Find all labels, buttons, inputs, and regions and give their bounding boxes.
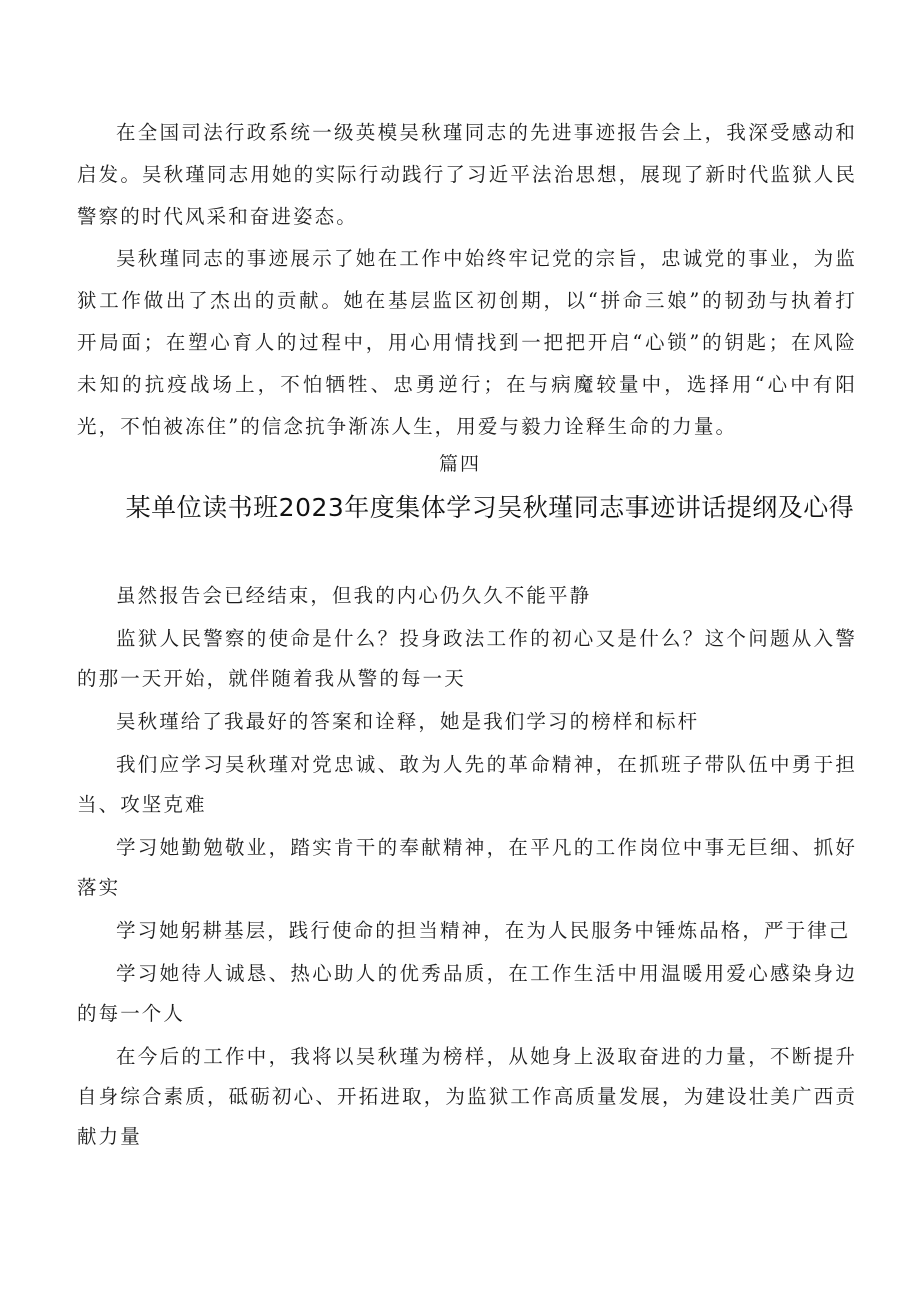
list-item: 我们应学习吴秋瑾对党忠诚、敢为人先的革命精神，在抓班子带队伍中勇于担当、攻坚克难: [77, 753, 857, 816]
list-item: 监狱人民警察的使命是什么？投身政法工作的初心又是什么？这个问题从入警的那一天开始，就伴随着我从警的每一天: [77, 627, 857, 690]
list-item: 学习她躬耕基层，践行使命的担当精神，在为人民服务中锤炼品格，严于律己: [116, 919, 851, 942]
paragraph-intro: 在全国司法行政系统一级英模吴秋瑾同志的先进事迹报告会上，我深受感动和启发。吴秋瑾同志用她的实际行动践行了习近平法治思想，展现了新时代监狱人民警察的时代风采和奋进姿态。: [77, 121, 857, 228]
section-label: 篇四: [438, 453, 481, 475]
document-title: 某单位读书班2023年度集体学习吴秋瑾同志事迹讲话提纲及心得: [125, 493, 855, 522]
list-item: 吴秋瑾给了我最好的答案和诠释，她是我们学习的榜样和标杆: [116, 710, 700, 733]
list-item: 虽然报告会已经结束，但我的内心仍久久不能平静: [116, 584, 592, 607]
list-item: 学习她待人诚恳、热心助人的优秀品质，在工作生活中用温暖用爱心感染身边的每一个人: [77, 962, 857, 1025]
paragraph-deeds: 吴秋瑾同志的事迹展示了她在工作中始终牢记党的宗旨，忠诚党的事业，为监狱工作做出了杰出的贡献。她在基层监区初创期，以“拼命三娘”的韧劲与执着打开局面；在塑心育人的过程中，用心用情找到一把把开启“心锁”的钥匙；在风险未知的抗疫战场上，不怕牺牲、忠勇逆行；在与病魔较量中，选择用“心中有阳光，不怕被冻住”的信念抗争渐冻人生，用爱与毅力诠释生命的力量。: [77, 247, 857, 438]
reflection-list: [77, 576, 857, 1160]
list-item: 在今后的工作中，我将以吴秋瑾为榜样，从她身上汲取奋进的力量，不断提升自身综合素质，砥砺初心、开拓进取，为监狱工作高质量发展，为建设壮美广西贡献力量: [77, 1045, 857, 1148]
list-item: 学习她勤勉敬业，踏实肯干的奉献精神，在平凡的工作岗位中事无巨细、抓好落实: [77, 836, 857, 899]
